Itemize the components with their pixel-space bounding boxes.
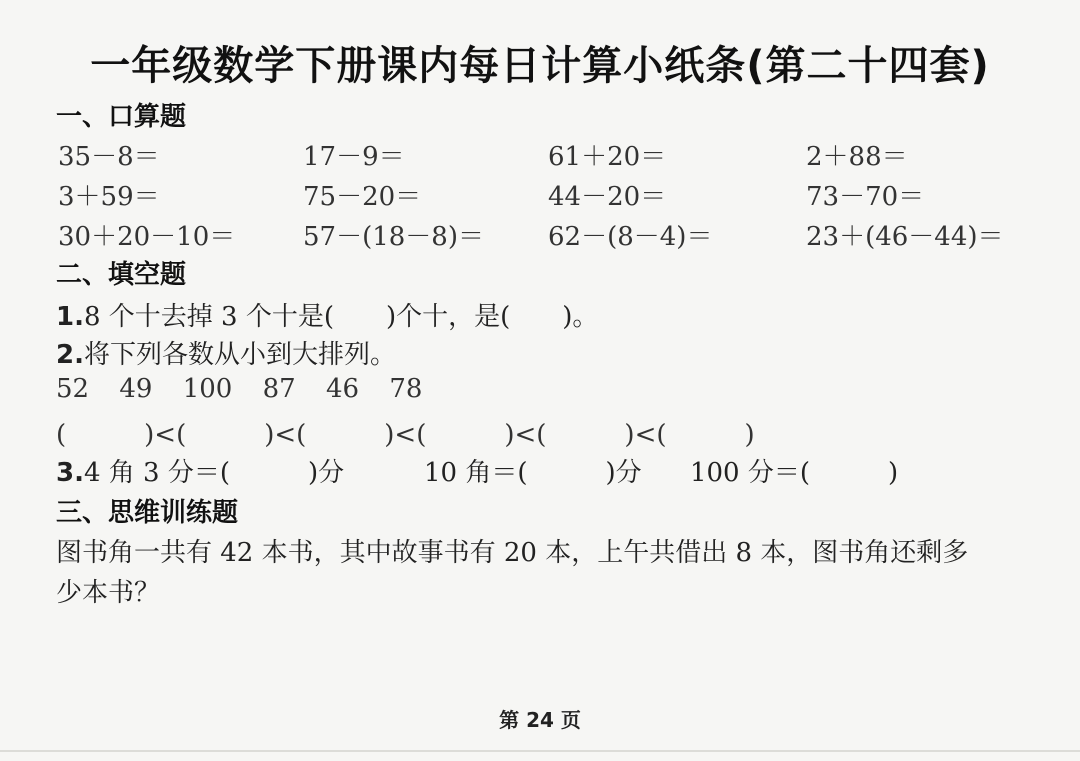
calc-row bbox=[58, 176, 1048, 216]
question-number: 2. bbox=[56, 340, 84, 370]
number-item: 87 bbox=[262, 374, 296, 404]
conversion-item: 4 角 3 分＝( )分 bbox=[83, 458, 345, 488]
calc-item: 61＋20＝ bbox=[548, 142, 667, 172]
section-heading-thinking: 三、思维训练题 bbox=[56, 498, 239, 528]
number-item: 52 bbox=[56, 374, 90, 404]
number-item: 46 bbox=[325, 374, 360, 404]
calc-item: 44－20＝ bbox=[548, 182, 667, 212]
page-number: 第 24 页 bbox=[499, 708, 581, 732]
bottom-divider bbox=[0, 750, 1080, 752]
question-number: 1. bbox=[56, 302, 84, 332]
conversion-item: 10 角＝( )分 bbox=[423, 458, 642, 488]
ordering-blanks: ( )<( )<( )<( )<( )<( ) bbox=[56, 420, 755, 450]
section-heading-oral-calc: 一、口算题 bbox=[56, 102, 187, 132]
question-text: 将下列各数从小到大排列。 bbox=[83, 340, 396, 370]
calc-row bbox=[58, 216, 1048, 256]
calc-item: 35－8＝ bbox=[58, 142, 160, 172]
number-item: 49 bbox=[119, 374, 153, 404]
word-problem-line: 图书角一共有 42 本书，其中故事书有 20 本，上午共借出 8 本，图书角还剩多 bbox=[56, 538, 969, 568]
fill-question-2 bbox=[56, 334, 396, 371]
calc-item: 75－20＝ bbox=[303, 182, 422, 212]
page-title: 一年级数学下册课内每日计算小纸条(第二十四套) bbox=[90, 43, 990, 89]
calc-item: 17－9＝ bbox=[303, 142, 405, 172]
word-problem-line: 少本书？ bbox=[56, 578, 161, 608]
oral-calc-grid bbox=[58, 136, 1048, 256]
number-list bbox=[56, 374, 444, 404]
calc-item: 2＋88＝ bbox=[806, 142, 908, 172]
calc-item: 30＋20－10＝ bbox=[58, 222, 236, 252]
calc-item: 73－70＝ bbox=[806, 182, 925, 212]
calc-item: 62－(8－4)＝ bbox=[548, 222, 713, 252]
section-heading-fill-blank: 二、填空题 bbox=[56, 260, 187, 290]
conversion-item: 100 分＝( ) bbox=[689, 458, 899, 488]
calc-item: 3＋59＝ bbox=[58, 182, 160, 212]
question-text: 8 个十去掉 3 个十是( )个十，是( )。 bbox=[83, 302, 599, 332]
number-item: 100 bbox=[182, 374, 233, 404]
fill-question-3 bbox=[56, 452, 898, 489]
fill-question-1 bbox=[56, 296, 598, 333]
calc-row bbox=[58, 136, 1048, 176]
calc-item: 57－(18－8)＝ bbox=[303, 222, 484, 252]
number-item: 78 bbox=[389, 374, 423, 404]
calc-item: 23＋(46－44)＝ bbox=[806, 222, 1004, 252]
question-number: 3. bbox=[56, 458, 84, 488]
